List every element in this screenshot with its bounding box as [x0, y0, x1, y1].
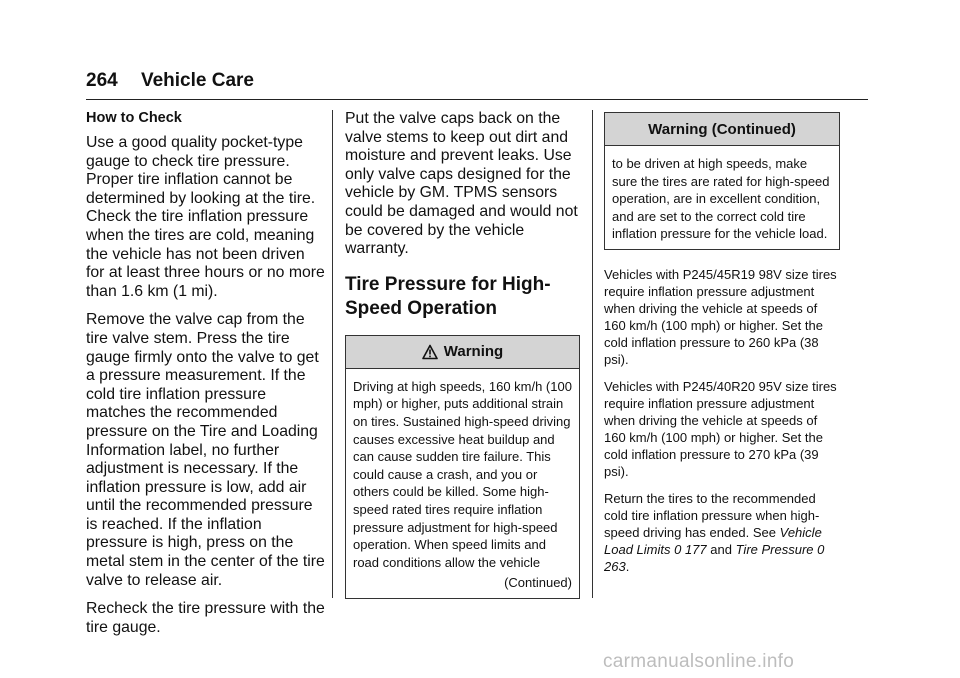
section-heading: Tire Pressure for High-Speed Operation	[345, 273, 551, 319]
column-3	[604, 110, 840, 585]
paragraph: Remove the valve cap from the tire valve stem. Press the tire gauge firmly onto the valve to get a pressure measurement. If the cold tire inflation pressure matches the recommended pressure on the Tire and Loading Information label, no further adjustment is necessary. If the inflation pressure is low, add air until the recommended pressure is reached. If the inflation pressure is high, press on the metal stem in the center of the tire valve to release air.	[86, 311, 325, 589]
warning-title: Warning (Continued)	[648, 120, 796, 138]
page-header	[86, 70, 254, 92]
watermark: carmanualsonline.info	[603, 651, 795, 672]
warning-text: Driving at high speeds, 160 km/h (100 mph) or higher, puts additional strain on tires. Sustained high-speed driving causes excessive heat buildup and can cause sudden tire failure. This could cause a crash, and you or others could be killed. Some high-speed rated tires require inflation pressure adjustment for high-speed operation. When speed limits and road conditions allow the vehicle	[353, 378, 572, 570]
warning-header	[346, 336, 579, 369]
paragraph: Vehicles with P245/45R19 98V size tires require inflation pressure adjustment when driving the vehicle at speeds of 160 km/h (100 mph) or higher. Set the cold inflation pressure to 260 kPa (38 psi).	[604, 266, 837, 367]
warning-box-continued	[604, 112, 840, 250]
column-divider	[592, 110, 593, 598]
reference-page: 0 177	[674, 541, 707, 557]
subheading-how-to-check: How to Check	[86, 110, 182, 126]
section-title: Vehicle Care	[140, 70, 255, 91]
paragraph: Use a good quality pocket-type gauge to check tire pressure. Proper tire inflation cannot be determined by looking at the tire. Check the tire inflation pressure when the tires are cold, meaning the vehicle has not been driven for at least three hours or no more than 1.6 km (1 mi).	[86, 134, 325, 300]
header-rule	[86, 99, 868, 100]
continued-label: (Continued)	[504, 575, 572, 591]
period: .	[625, 558, 630, 574]
conjunction: and	[710, 541, 732, 557]
warning-body	[346, 369, 579, 598]
warning-title: Warning	[443, 343, 504, 361]
warning-triangle-icon	[422, 344, 438, 360]
column-divider	[332, 110, 333, 598]
paragraph: Vehicles with P245/40R20 95V size tires require inflation pressure adjustment when driving the vehicle at speeds of 160 km/h (100 mph) or higher. Set the cold inflation pressure to 270 kPa (39 psi).	[604, 378, 837, 479]
paragraph: Recheck the tire pressure with the tire gauge.	[86, 600, 325, 636]
reference-link[interactable]: Vehicle Load Limits	[604, 524, 822, 557]
final-text: Return the tires to the recommended cold tire inflation pressure when high-speed driving has ended. See	[604, 490, 820, 540]
warning-text: to be driven at high speeds, make sure the tires are rated for high-speed operation, are in excellent condition, and are set to the correct cold tire inflation pressure for the vehicle load.	[612, 156, 830, 242]
warning-box	[345, 335, 580, 599]
column-1	[86, 110, 326, 647]
warning-header	[605, 113, 839, 146]
paragraph-final	[604, 490, 840, 575]
page-number: 264	[86, 70, 118, 91]
paragraph: Put the valve caps back on the valve stems to keep out dirt and moisture and prevent leaks. Use only valve caps designed for the vehicle by GM. TPMS sensors could be damaged and would not be covered by the vehicle warranty.	[345, 110, 578, 258]
warning-body	[605, 146, 839, 249]
reference-page: 0 263	[604, 541, 825, 574]
column-2	[345, 110, 580, 599]
reference-link[interactable]: Tire Pressure	[735, 541, 814, 557]
